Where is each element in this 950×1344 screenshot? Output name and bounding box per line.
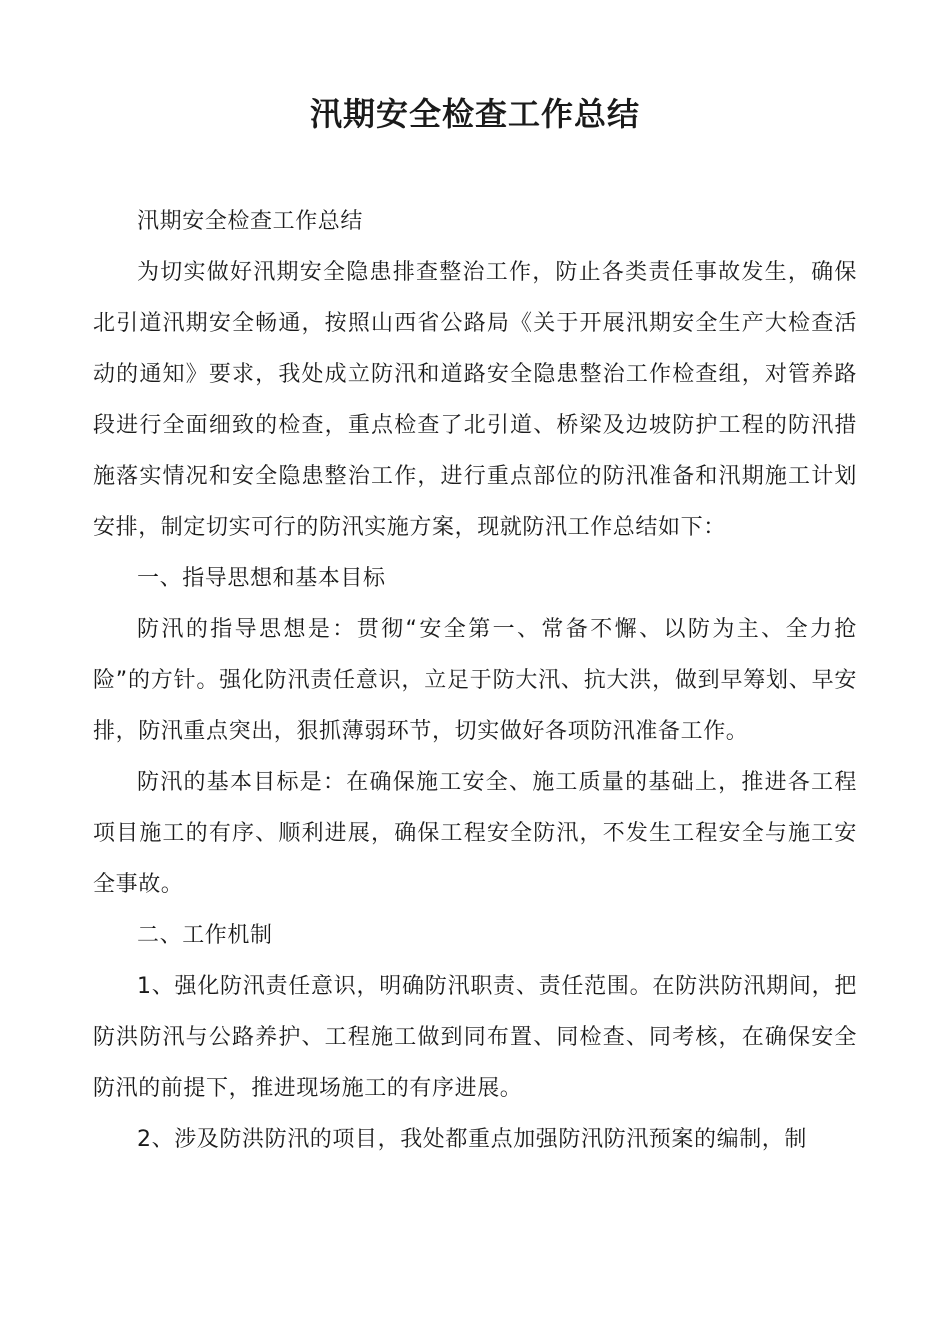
document-title: 汛期安全检查工作总结 <box>309 95 640 133</box>
document-body <box>93 196 857 1165</box>
mechanism-item-2: 2、涉及防洪防汛的项目，我处都重点加强防汛防汛预案的编制，制 <box>137 1127 807 1152</box>
mechanism-item-1: 1、强化防汛责任意识，明确防汛职责、责任范围。在防洪防汛期间，把防洪防汛与公路养护、工程施工做到同布置、同检查、同考核，在确保安全防汛的前提下，推进现场施工的有序进展。 <box>93 974 857 1101</box>
section-heading-2: 二、工作机制 <box>137 923 273 948</box>
guiding-principle-paragraph: 防汛的指导思想是：贯彻“安全第一、常备不懈、以防为主、全力抢险”的方针。强化防汛责任意识，立足于防大汛、抗大洪，做到早筹划、早安排，防汛重点突出，狠抓薄弱环节，切实做好各项防汛准备工作。 <box>93 617 857 744</box>
basic-goal-paragraph: 防汛的基本目标是：在确保施工安全、施工质量的基础上，推进各工程项目施工的有序、顺利进展，确保工程安全防汛，不发生工程安全与施工安全事故。 <box>93 770 857 897</box>
section-heading-1: 一、指导思想和基本目标 <box>137 566 386 591</box>
intro-paragraph: 为切实做好汛期安全隐患排查整治工作，防止各类责任事故发生，确保北引道汛期安全畅通，按照山西省公路局《关于开展汛期安全生产大检查活动的通知》要求，我处成立防汛和道路安全隐患整治工作检查组，对管养路段进行全面细致的检查，重点检查了北引道、桥梁及边坡防护工程的防汛措施落实情况和安全隐患整治工作，进行重点部位的防汛准备和汛期施工计划安排，制定切实可行的防汛实施方案，现就防汛工作总结如下： <box>93 260 857 540</box>
subtitle-paragraph: 汛期安全检查工作总结 <box>137 209 364 234</box>
